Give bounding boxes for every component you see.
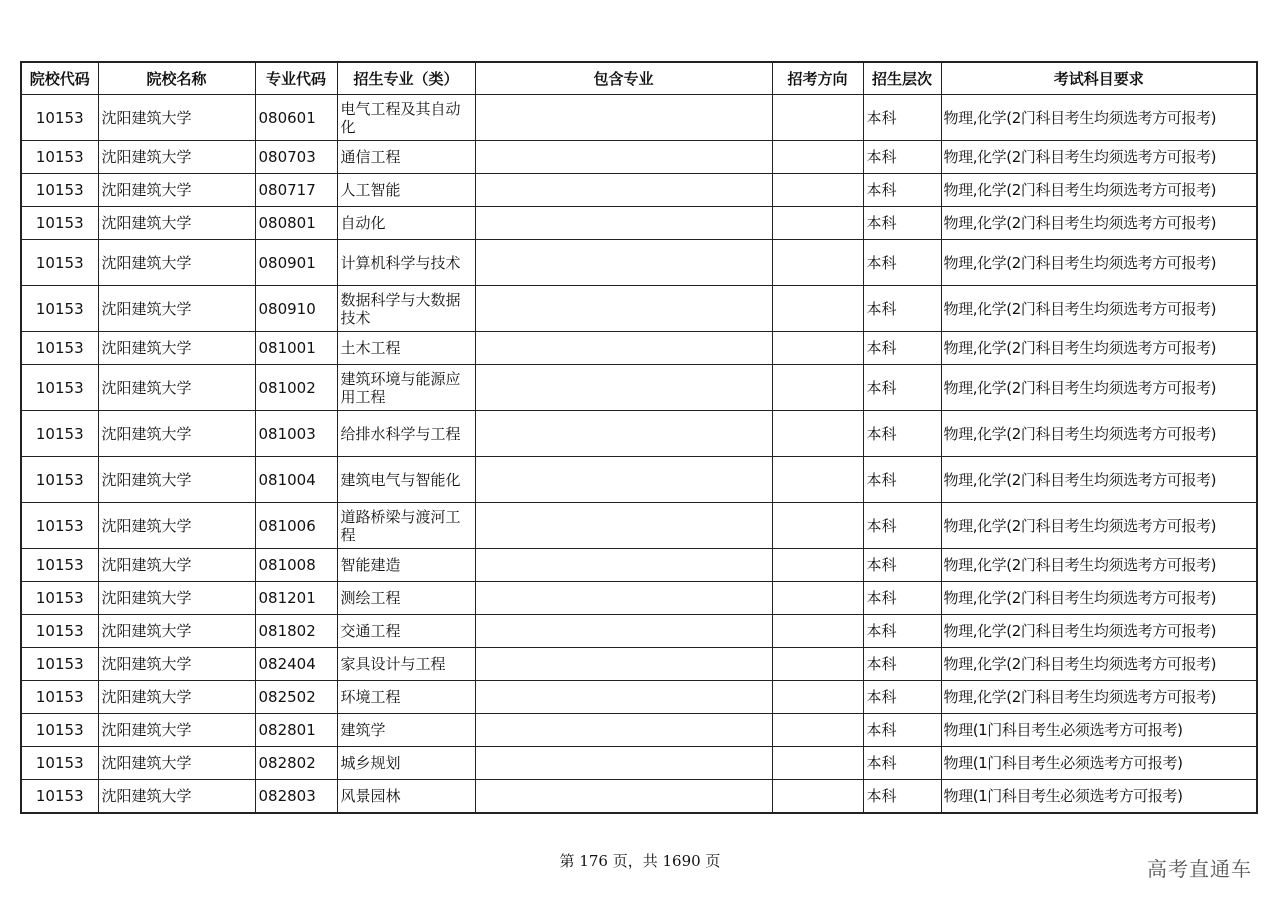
level-cell: 本科 — [863, 95, 941, 141]
direction-cell — [772, 648, 863, 681]
major-cell: 通信工程 — [337, 141, 475, 174]
level-cell: 本科 — [863, 174, 941, 207]
major-cell: 环境工程 — [337, 681, 475, 714]
included-majors-cell — [475, 286, 772, 332]
table-row — [21, 207, 1257, 240]
school-name-cell: 沈阳建筑大学 — [98, 615, 255, 648]
major-code-cell: 080703 — [255, 141, 337, 174]
school-code-cell: 10153 — [21, 174, 98, 207]
subject-requirements-cell: 物理,化学(2门科目考生均须选考方可报考) — [941, 457, 1257, 503]
subject-requirements-cell: 物理,化学(2门科目考生均须选考方可报考) — [941, 240, 1257, 286]
subject-requirements-cell: 物理,化学(2门科目考生均须选考方可报考) — [941, 503, 1257, 549]
included-majors-cell — [475, 332, 772, 365]
major-code-cell: 080717 — [255, 174, 337, 207]
school-name-cell: 沈阳建筑大学 — [98, 286, 255, 332]
watermark-text: 高考直通车 — [1147, 857, 1252, 881]
included-majors-cell — [475, 95, 772, 141]
included-majors-cell — [475, 780, 772, 814]
school-name-cell: 沈阳建筑大学 — [98, 747, 255, 780]
included-majors-cell — [475, 411, 772, 457]
major-cell: 给排水科学与工程 — [337, 411, 475, 457]
school-name-cell: 沈阳建筑大学 — [98, 332, 255, 365]
school-code-cell: 10153 — [21, 286, 98, 332]
school-code-cell: 10153 — [21, 582, 98, 615]
direction-cell — [772, 681, 863, 714]
direction-cell — [772, 332, 863, 365]
school-name-cell: 沈阳建筑大学 — [98, 457, 255, 503]
major-code-cell: 081006 — [255, 503, 337, 549]
included-majors-cell — [475, 141, 772, 174]
major-cell: 测绘工程 — [337, 582, 475, 615]
school-code-cell: 10153 — [21, 714, 98, 747]
included-majors-cell — [475, 207, 772, 240]
major-cell: 建筑环境与能源应用工程 — [337, 365, 475, 411]
subject-requirements-cell: 物理,化学(2门科目考生均须选考方可报考) — [941, 411, 1257, 457]
page-number: 第 176 页，共 1690 页 — [559, 852, 721, 870]
direction-cell — [772, 411, 863, 457]
school-code-cell: 10153 — [21, 780, 98, 814]
school-name-cell: 沈阳建筑大学 — [98, 141, 255, 174]
admissions-table — [20, 61, 1258, 814]
header-major-code: 专业代码 — [255, 62, 337, 95]
school-name-cell: 沈阳建筑大学 — [98, 95, 255, 141]
major-code-cell: 081002 — [255, 365, 337, 411]
included-majors-cell — [475, 503, 772, 549]
header-included-majors: 包含专业 — [475, 62, 772, 95]
subject-requirements-cell: 物理,化学(2门科目考生均须选考方可报考) — [941, 648, 1257, 681]
major-code-cell: 081201 — [255, 582, 337, 615]
school-name-cell: 沈阳建筑大学 — [98, 780, 255, 814]
major-code-cell: 082802 — [255, 747, 337, 780]
subject-requirements-cell: 物理,化学(2门科目考生均须选考方可报考) — [941, 582, 1257, 615]
school-name-cell: 沈阳建筑大学 — [98, 365, 255, 411]
major-code-cell: 082801 — [255, 714, 337, 747]
level-cell: 本科 — [863, 582, 941, 615]
direction-cell — [772, 240, 863, 286]
major-code-cell: 081004 — [255, 457, 337, 503]
major-cell: 人工智能 — [337, 174, 475, 207]
level-cell: 本科 — [863, 648, 941, 681]
table-row — [21, 747, 1257, 780]
major-code-cell: 082404 — [255, 648, 337, 681]
table-row — [21, 332, 1257, 365]
table-row — [21, 714, 1257, 747]
included-majors-cell — [475, 240, 772, 286]
school-name-cell: 沈阳建筑大学 — [98, 411, 255, 457]
level-cell: 本科 — [863, 714, 941, 747]
school-name-cell: 沈阳建筑大学 — [98, 582, 255, 615]
school-code-cell: 10153 — [21, 615, 98, 648]
header-subject-requirements: 考试科目要求 — [941, 62, 1257, 95]
header-direction: 招考方向 — [772, 62, 863, 95]
included-majors-cell — [475, 714, 772, 747]
included-majors-cell — [475, 615, 772, 648]
level-cell: 本科 — [863, 365, 941, 411]
school-name-cell: 沈阳建筑大学 — [98, 714, 255, 747]
header-school-name: 院校名称 — [98, 62, 255, 95]
direction-cell — [772, 503, 863, 549]
level-cell: 本科 — [863, 780, 941, 814]
school-code-cell: 10153 — [21, 503, 98, 549]
level-cell: 本科 — [863, 332, 941, 365]
table-body — [21, 95, 1257, 814]
direction-cell — [772, 747, 863, 780]
major-cell: 建筑学 — [337, 714, 475, 747]
table-row — [21, 615, 1257, 648]
school-code-cell: 10153 — [21, 141, 98, 174]
table-row — [21, 95, 1257, 141]
major-cell: 土木工程 — [337, 332, 475, 365]
major-code-cell: 081001 — [255, 332, 337, 365]
school-code-cell: 10153 — [21, 648, 98, 681]
major-code-cell: 082502 — [255, 681, 337, 714]
level-cell: 本科 — [863, 286, 941, 332]
subject-requirements-cell: 物理(1门科目考生必须选考方可报考) — [941, 747, 1257, 780]
included-majors-cell — [475, 648, 772, 681]
direction-cell — [772, 457, 863, 503]
school-code-cell: 10153 — [21, 747, 98, 780]
header-major: 招生专业（类） — [337, 62, 475, 95]
school-code-cell: 10153 — [21, 549, 98, 582]
major-cell: 城乡规划 — [337, 747, 475, 780]
major-cell: 家具设计与工程 — [337, 648, 475, 681]
included-majors-cell — [475, 457, 772, 503]
table-row — [21, 240, 1257, 286]
subject-requirements-cell: 物理,化学(2门科目考生均须选考方可报考) — [941, 332, 1257, 365]
major-code-cell: 080910 — [255, 286, 337, 332]
included-majors-cell — [475, 174, 772, 207]
subject-requirements-cell: 物理,化学(2门科目考生均须选考方可报考) — [941, 615, 1257, 648]
included-majors-cell — [475, 747, 772, 780]
table-row — [21, 286, 1257, 332]
school-name-cell: 沈阳建筑大学 — [98, 240, 255, 286]
school-name-cell: 沈阳建筑大学 — [98, 207, 255, 240]
level-cell: 本科 — [863, 457, 941, 503]
subject-requirements-cell: 物理,化学(2门科目考生均须选考方可报考) — [941, 365, 1257, 411]
school-name-cell: 沈阳建筑大学 — [98, 503, 255, 549]
subject-requirements-cell: 物理,化学(2门科目考生均须选考方可报考) — [941, 549, 1257, 582]
major-cell: 自动化 — [337, 207, 475, 240]
school-code-cell: 10153 — [21, 365, 98, 411]
direction-cell — [772, 714, 863, 747]
direction-cell — [772, 780, 863, 814]
table-row — [21, 411, 1257, 457]
major-cell: 电气工程及其自动化 — [337, 95, 475, 141]
subject-requirements-cell: 物理,化学(2门科目考生均须选考方可报考) — [941, 207, 1257, 240]
table-row — [21, 141, 1257, 174]
direction-cell — [772, 174, 863, 207]
level-cell: 本科 — [863, 411, 941, 457]
major-code-cell: 080601 — [255, 95, 337, 141]
major-cell: 交通工程 — [337, 615, 475, 648]
header-level: 招生层次 — [863, 62, 941, 95]
major-code-cell: 081008 — [255, 549, 337, 582]
school-code-cell: 10153 — [21, 457, 98, 503]
direction-cell — [772, 95, 863, 141]
school-code-cell: 10153 — [21, 95, 98, 141]
subject-requirements-cell: 物理,化学(2门科目考生均须选考方可报考) — [941, 174, 1257, 207]
table-row — [21, 681, 1257, 714]
major-cell: 建筑电气与智能化 — [337, 457, 475, 503]
level-cell: 本科 — [863, 240, 941, 286]
table-row — [21, 648, 1257, 681]
level-cell: 本科 — [863, 207, 941, 240]
level-cell: 本科 — [863, 141, 941, 174]
table-row — [21, 780, 1257, 814]
school-code-cell: 10153 — [21, 411, 98, 457]
subject-requirements-cell: 物理,化学(2门科目考生均须选考方可报考) — [941, 681, 1257, 714]
major-cell: 数据科学与大数据技术 — [337, 286, 475, 332]
school-name-cell: 沈阳建筑大学 — [98, 681, 255, 714]
included-majors-cell — [475, 365, 772, 411]
major-cell: 风景园林 — [337, 780, 475, 814]
direction-cell — [772, 207, 863, 240]
table-row — [21, 365, 1257, 411]
direction-cell — [772, 582, 863, 615]
table-row — [21, 457, 1257, 503]
school-name-cell: 沈阳建筑大学 — [98, 549, 255, 582]
included-majors-cell — [475, 582, 772, 615]
major-cell: 道路桥梁与渡河工程 — [337, 503, 475, 549]
direction-cell — [772, 615, 863, 648]
table-header-row — [21, 62, 1257, 95]
major-code-cell: 082803 — [255, 780, 337, 814]
major-code-cell: 080801 — [255, 207, 337, 240]
school-code-cell: 10153 — [21, 240, 98, 286]
school-name-cell: 沈阳建筑大学 — [98, 648, 255, 681]
subject-requirements-cell: 物理(1门科目考生必须选考方可报考) — [941, 714, 1257, 747]
major-cell: 智能建造 — [337, 549, 475, 582]
direction-cell — [772, 549, 863, 582]
subject-requirements-cell: 物理(1门科目考生必须选考方可报考) — [941, 780, 1257, 814]
direction-cell — [772, 286, 863, 332]
direction-cell — [772, 141, 863, 174]
table-row — [21, 503, 1257, 549]
major-code-cell: 081802 — [255, 615, 337, 648]
direction-cell — [772, 365, 863, 411]
subject-requirements-cell: 物理,化学(2门科目考生均须选考方可报考) — [941, 286, 1257, 332]
table-row — [21, 582, 1257, 615]
included-majors-cell — [475, 549, 772, 582]
subject-requirements-cell: 物理,化学(2门科目考生均须选考方可报考) — [941, 141, 1257, 174]
table-row — [21, 174, 1257, 207]
level-cell: 本科 — [863, 747, 941, 780]
level-cell: 本科 — [863, 615, 941, 648]
major-code-cell: 081003 — [255, 411, 337, 457]
school-code-cell: 10153 — [21, 681, 98, 714]
school-code-cell: 10153 — [21, 207, 98, 240]
level-cell: 本科 — [863, 503, 941, 549]
major-code-cell: 080901 — [255, 240, 337, 286]
major-cell: 计算机科学与技术 — [337, 240, 475, 286]
subject-requirements-cell: 物理,化学(2门科目考生均须选考方可报考) — [941, 95, 1257, 141]
level-cell: 本科 — [863, 681, 941, 714]
school-name-cell: 沈阳建筑大学 — [98, 174, 255, 207]
included-majors-cell — [475, 681, 772, 714]
level-cell: 本科 — [863, 549, 941, 582]
header-school-code: 院校代码 — [21, 62, 98, 95]
school-code-cell: 10153 — [21, 332, 98, 365]
table-row — [21, 549, 1257, 582]
